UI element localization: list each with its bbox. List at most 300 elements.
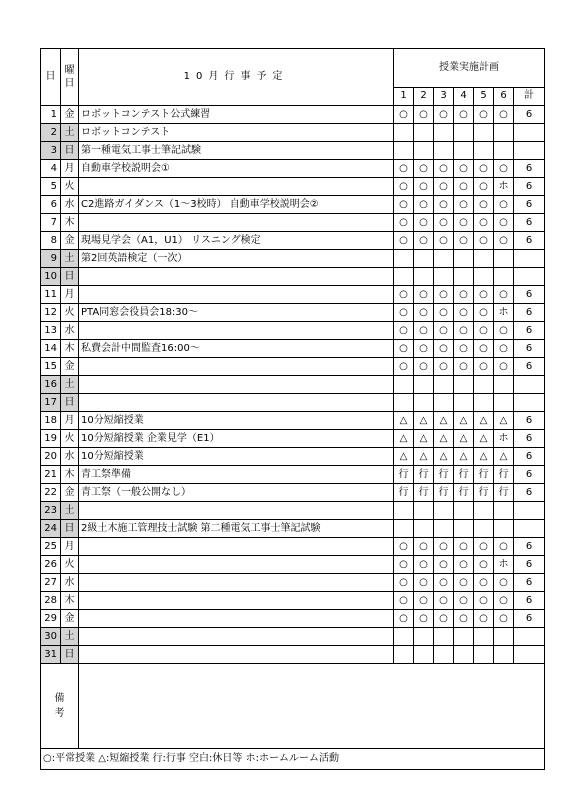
period-cell: △ xyxy=(474,412,494,430)
event-cell: 第2回英語検定（一次） xyxy=(79,250,394,268)
day-cell: 21 xyxy=(41,466,61,484)
period-cell: ○ xyxy=(394,538,414,556)
total-cell: 6 xyxy=(514,592,545,610)
period-cell: ○ xyxy=(414,214,434,232)
period-cell: ○ xyxy=(474,106,494,124)
weekday-header-label: 曜日 xyxy=(64,65,75,89)
event-cell xyxy=(79,268,394,286)
period-cell: ○ xyxy=(434,232,454,250)
period-cell: △ xyxy=(494,448,514,466)
day-cell: 3 xyxy=(41,142,61,160)
event-cell: 10分短縮授業 xyxy=(79,412,394,430)
period-cell: ○ xyxy=(474,574,494,592)
notes-label xyxy=(41,664,79,749)
period-cell xyxy=(494,520,514,538)
period-cell: △ xyxy=(454,430,474,448)
period-cell xyxy=(454,646,474,664)
period-cell xyxy=(454,502,474,520)
period-cell: ○ xyxy=(454,340,474,358)
period-cell: 行 xyxy=(494,466,514,484)
period-cell: ○ xyxy=(474,592,494,610)
period-cell: 行 xyxy=(394,466,414,484)
period-cell: ○ xyxy=(394,556,414,574)
total-cell xyxy=(514,250,545,268)
period-cell: ○ xyxy=(454,592,474,610)
period-cell: ○ xyxy=(474,610,494,628)
weekday-column-header xyxy=(61,49,79,106)
period-cell xyxy=(474,250,494,268)
table-row xyxy=(41,484,545,502)
period-cell: ○ xyxy=(474,232,494,250)
total-cell: 6 xyxy=(514,304,545,322)
period-cell xyxy=(394,376,414,394)
period-cell xyxy=(474,268,494,286)
weekday-cell: 日 xyxy=(61,142,79,160)
period-cell: ホ xyxy=(494,304,514,322)
total-cell xyxy=(514,628,545,646)
period-cell: ○ xyxy=(434,214,454,232)
period-cell xyxy=(434,250,454,268)
period-cell: △ xyxy=(394,448,414,466)
total-cell: 6 xyxy=(514,610,545,628)
period-cell xyxy=(494,124,514,142)
total-cell: 6 xyxy=(514,340,545,358)
period-cell: △ xyxy=(434,448,454,466)
period-cell xyxy=(434,142,454,160)
day-cell: 1 xyxy=(41,106,61,124)
period-cell: ○ xyxy=(414,358,434,376)
period-cell xyxy=(454,628,474,646)
event-cell: C2進路ガイダンス（1～3校時） 自動車学校説明会② xyxy=(79,196,394,214)
period-cell: ○ xyxy=(494,322,514,340)
weekday-cell: 木 xyxy=(61,466,79,484)
period-cell: ○ xyxy=(474,286,494,304)
table-row xyxy=(41,160,545,178)
total-header: 計 xyxy=(514,87,545,105)
period-cell: ○ xyxy=(494,160,514,178)
period-cell xyxy=(434,394,454,412)
period-cell: △ xyxy=(394,412,414,430)
period-cell: ○ xyxy=(494,538,514,556)
period-cell: 行 xyxy=(454,484,474,502)
total-cell: 6 xyxy=(514,358,545,376)
period-cell: ○ xyxy=(434,592,454,610)
period-cell: ○ xyxy=(414,322,434,340)
weekday-cell: 日 xyxy=(61,268,79,286)
weekday-cell: 水 xyxy=(61,448,79,466)
period-cell xyxy=(474,142,494,160)
period-cell: 行 xyxy=(474,484,494,502)
day-cell: 24 xyxy=(41,520,61,538)
total-cell: 6 xyxy=(514,430,545,448)
period-cell: △ xyxy=(474,430,494,448)
day-cell: 5 xyxy=(41,178,61,196)
period-cell xyxy=(394,124,414,142)
period-cell: ○ xyxy=(434,304,454,322)
total-cell: 6 xyxy=(514,484,545,502)
period-cell xyxy=(394,142,414,160)
schedule-table xyxy=(40,48,545,770)
period-header: 4 xyxy=(454,87,474,105)
period-cell: ホ xyxy=(494,430,514,448)
period-cell xyxy=(454,376,474,394)
table-row xyxy=(41,358,545,376)
period-cell: ○ xyxy=(434,610,454,628)
plan-header: 授業実施計画 xyxy=(394,49,545,88)
event-cell xyxy=(79,538,394,556)
total-cell: 6 xyxy=(514,196,545,214)
period-cell: ○ xyxy=(474,160,494,178)
period-cell: 行 xyxy=(394,484,414,502)
day-cell: 22 xyxy=(41,484,61,502)
weekday-cell: 日 xyxy=(61,394,79,412)
period-cell: ○ xyxy=(434,358,454,376)
period-cell: 行 xyxy=(474,466,494,484)
period-cell: ○ xyxy=(454,232,474,250)
weekday-cell: 月 xyxy=(61,286,79,304)
period-cell xyxy=(454,520,474,538)
table-row xyxy=(41,448,545,466)
period-cell xyxy=(454,142,474,160)
table-row xyxy=(41,502,545,520)
total-cell: 6 xyxy=(514,106,545,124)
notes-label-text: 備考 xyxy=(54,693,65,719)
period-cell xyxy=(494,628,514,646)
period-cell: ○ xyxy=(394,232,414,250)
period-cell: ○ xyxy=(434,106,454,124)
table-row xyxy=(41,106,545,124)
period-cell: ○ xyxy=(454,556,474,574)
day-cell: 4 xyxy=(41,160,61,178)
period-cell xyxy=(434,268,454,286)
period-cell xyxy=(474,376,494,394)
event-cell xyxy=(79,376,394,394)
table-row xyxy=(41,574,545,592)
period-cell: ○ xyxy=(454,304,474,322)
total-cell xyxy=(514,502,545,520)
table-row xyxy=(41,214,545,232)
day-cell: 18 xyxy=(41,412,61,430)
period-cell: ○ xyxy=(394,610,414,628)
day-cell: 10 xyxy=(41,268,61,286)
weekday-cell: 土 xyxy=(61,628,79,646)
period-cell xyxy=(414,268,434,286)
period-cell xyxy=(414,124,434,142)
day-cell: 14 xyxy=(41,340,61,358)
period-cell xyxy=(414,646,434,664)
period-cell: ○ xyxy=(434,322,454,340)
table-row xyxy=(41,538,545,556)
day-cell: 31 xyxy=(41,646,61,664)
table-row xyxy=(41,376,545,394)
day-cell: 16 xyxy=(41,376,61,394)
period-header: 1 xyxy=(394,87,414,105)
weekday-cell: 水 xyxy=(61,322,79,340)
weekday-cell: 月 xyxy=(61,538,79,556)
table-row xyxy=(41,178,545,196)
period-cell: ○ xyxy=(394,178,414,196)
event-cell xyxy=(79,646,394,664)
event-cell xyxy=(79,610,394,628)
period-cell xyxy=(394,502,414,520)
day-cell: 26 xyxy=(41,556,61,574)
period-cell: ○ xyxy=(494,592,514,610)
total-cell: 6 xyxy=(514,448,545,466)
period-cell: ○ xyxy=(454,538,474,556)
period-cell xyxy=(474,394,494,412)
day-cell: 25 xyxy=(41,538,61,556)
period-cell xyxy=(434,646,454,664)
event-cell: 青工祭（一般公開なし） xyxy=(79,484,394,502)
total-cell xyxy=(514,268,545,286)
weekday-cell: 火 xyxy=(61,304,79,322)
period-cell xyxy=(414,520,434,538)
period-cell: ○ xyxy=(494,574,514,592)
total-cell: 6 xyxy=(514,286,545,304)
period-cell: ○ xyxy=(414,610,434,628)
event-cell: ロボットコンテスト公式練習 xyxy=(79,106,394,124)
notes-area xyxy=(79,664,545,749)
period-cell: ○ xyxy=(394,574,414,592)
period-cell xyxy=(394,520,414,538)
period-cell: ○ xyxy=(394,322,414,340)
period-cell: ○ xyxy=(434,286,454,304)
period-cell: △ xyxy=(434,430,454,448)
table-row xyxy=(41,628,545,646)
period-cell: ホ xyxy=(494,178,514,196)
period-cell: 行 xyxy=(454,466,474,484)
period-cell: ○ xyxy=(494,232,514,250)
day-cell: 2 xyxy=(41,124,61,142)
table-row xyxy=(41,304,545,322)
weekday-cell: 月 xyxy=(61,412,79,430)
total-cell: 6 xyxy=(514,538,545,556)
table-row xyxy=(41,232,545,250)
weekday-cell: 金 xyxy=(61,484,79,502)
table-row xyxy=(41,250,545,268)
period-cell xyxy=(494,376,514,394)
event-cell xyxy=(79,574,394,592)
table-row xyxy=(41,466,545,484)
day-cell: 11 xyxy=(41,286,61,304)
period-cell: ○ xyxy=(474,178,494,196)
day-cell: 20 xyxy=(41,448,61,466)
period-header: 6 xyxy=(494,87,514,105)
period-cell: ○ xyxy=(474,538,494,556)
period-cell: ○ xyxy=(494,214,514,232)
weekday-cell: 火 xyxy=(61,556,79,574)
total-cell: 6 xyxy=(514,232,545,250)
table-row xyxy=(41,592,545,610)
period-cell: ○ xyxy=(414,160,434,178)
period-cell: ○ xyxy=(394,214,414,232)
period-cell: ○ xyxy=(474,214,494,232)
period-cell: ○ xyxy=(394,160,414,178)
total-cell: 6 xyxy=(514,556,545,574)
period-cell: ○ xyxy=(454,286,474,304)
day-cell: 17 xyxy=(41,394,61,412)
period-cell: ○ xyxy=(434,196,454,214)
period-cell: △ xyxy=(394,430,414,448)
period-cell: ホ xyxy=(494,556,514,574)
period-cell: 行 xyxy=(414,466,434,484)
period-cell: ○ xyxy=(474,196,494,214)
weekday-cell: 水 xyxy=(61,196,79,214)
weekday-cell: 金 xyxy=(61,232,79,250)
period-cell: ○ xyxy=(474,322,494,340)
period-cell: ○ xyxy=(434,178,454,196)
total-cell: 6 xyxy=(514,178,545,196)
period-cell xyxy=(494,646,514,664)
period-cell: △ xyxy=(414,448,434,466)
period-cell: ○ xyxy=(474,556,494,574)
day-cell: 15 xyxy=(41,358,61,376)
period-header: 3 xyxy=(434,87,454,105)
table-row xyxy=(41,196,545,214)
period-cell: ○ xyxy=(414,178,434,196)
period-cell: ○ xyxy=(414,304,434,322)
period-cell: ○ xyxy=(454,196,474,214)
period-cell: ○ xyxy=(474,340,494,358)
period-cell xyxy=(454,394,474,412)
period-cell xyxy=(414,502,434,520)
event-cell xyxy=(79,556,394,574)
table-row xyxy=(41,556,545,574)
period-cell: ○ xyxy=(394,304,414,322)
period-cell xyxy=(434,502,454,520)
period-cell: 行 xyxy=(494,484,514,502)
weekday-cell: 火 xyxy=(61,430,79,448)
period-cell: ○ xyxy=(414,538,434,556)
event-cell: 自動車学校説明会① xyxy=(79,160,394,178)
period-cell xyxy=(414,142,434,160)
event-cell: 私費会計中間監査16:00～ xyxy=(79,340,394,358)
day-cell: 28 xyxy=(41,592,61,610)
period-cell: ○ xyxy=(494,610,514,628)
total-cell xyxy=(514,520,545,538)
period-cell: ○ xyxy=(394,592,414,610)
table-row xyxy=(41,142,545,160)
table-row xyxy=(41,430,545,448)
total-cell: 6 xyxy=(514,466,545,484)
total-cell xyxy=(514,376,545,394)
period-cell: ○ xyxy=(394,358,414,376)
period-cell xyxy=(394,628,414,646)
weekday-cell: 木 xyxy=(61,214,79,232)
weekday-cell: 金 xyxy=(61,610,79,628)
weekday-cell: 木 xyxy=(61,592,79,610)
table-row xyxy=(41,124,545,142)
period-cell: ○ xyxy=(434,574,454,592)
weekday-cell: 日 xyxy=(61,520,79,538)
weekday-cell: 金 xyxy=(61,358,79,376)
period-cell: ○ xyxy=(454,322,474,340)
period-cell: ○ xyxy=(454,106,474,124)
period-cell xyxy=(394,250,414,268)
period-cell xyxy=(494,250,514,268)
weekday-cell: 水 xyxy=(61,574,79,592)
weekday-cell: 火 xyxy=(61,178,79,196)
event-cell xyxy=(79,358,394,376)
event-cell: 現場見学会（A1，U1） リスニング検定 xyxy=(79,232,394,250)
period-cell: ○ xyxy=(474,304,494,322)
event-cell xyxy=(79,178,394,196)
period-cell xyxy=(434,124,454,142)
weekday-cell: 日 xyxy=(61,646,79,664)
event-cell xyxy=(79,628,394,646)
period-cell xyxy=(454,250,474,268)
period-cell xyxy=(394,268,414,286)
period-cell: ○ xyxy=(414,106,434,124)
event-cell xyxy=(79,502,394,520)
period-cell: ○ xyxy=(454,178,474,196)
period-cell: ○ xyxy=(414,196,434,214)
period-cell xyxy=(474,502,494,520)
period-cell xyxy=(474,646,494,664)
period-cell: ○ xyxy=(454,214,474,232)
day-cell: 6 xyxy=(41,196,61,214)
weekday-cell: 土 xyxy=(61,250,79,268)
period-cell xyxy=(414,628,434,646)
period-cell: ○ xyxy=(414,340,434,358)
table-row xyxy=(41,646,545,664)
event-cell: 第一種電気工事士筆記試験 xyxy=(79,142,394,160)
period-cell xyxy=(394,646,414,664)
period-cell xyxy=(434,520,454,538)
period-cell: ○ xyxy=(414,574,434,592)
period-cell xyxy=(434,628,454,646)
table-row xyxy=(41,412,545,430)
event-cell xyxy=(79,214,394,232)
event-cell: 青工祭準備 xyxy=(79,466,394,484)
period-cell xyxy=(454,124,474,142)
period-cell xyxy=(394,394,414,412)
day-cell: 7 xyxy=(41,214,61,232)
table-row xyxy=(41,610,545,628)
day-cell: 12 xyxy=(41,304,61,322)
day-cell: 30 xyxy=(41,628,61,646)
day-cell: 23 xyxy=(41,502,61,520)
period-cell: ○ xyxy=(494,340,514,358)
total-cell xyxy=(514,646,545,664)
day-cell: 8 xyxy=(41,232,61,250)
table-row xyxy=(41,322,545,340)
legend: ○:平常授業 △:短縮授業 行:行事 空白:休日等 ホ:ホームルーム活動 xyxy=(41,749,545,770)
period-cell xyxy=(474,628,494,646)
event-cell xyxy=(79,286,394,304)
period-cell: △ xyxy=(474,448,494,466)
period-cell: ○ xyxy=(454,574,474,592)
total-cell: 6 xyxy=(514,322,545,340)
weekday-cell: 土 xyxy=(61,376,79,394)
day-cell: 13 xyxy=(41,322,61,340)
event-cell: 10分短縮授業 xyxy=(79,448,394,466)
period-cell xyxy=(474,520,494,538)
period-cell xyxy=(434,376,454,394)
period-cell: △ xyxy=(454,448,474,466)
day-cell: 29 xyxy=(41,610,61,628)
event-cell: 2級土木施工管理技士試験 第二種電気工事士筆記試験 xyxy=(79,520,394,538)
period-cell: △ xyxy=(414,430,434,448)
period-cell xyxy=(414,250,434,268)
period-cell: △ xyxy=(434,412,454,430)
period-cell: △ xyxy=(494,412,514,430)
weekday-cell: 土 xyxy=(61,124,79,142)
period-cell: ○ xyxy=(394,106,414,124)
period-header: 2 xyxy=(414,87,434,105)
total-cell: 6 xyxy=(514,412,545,430)
period-cell xyxy=(494,268,514,286)
